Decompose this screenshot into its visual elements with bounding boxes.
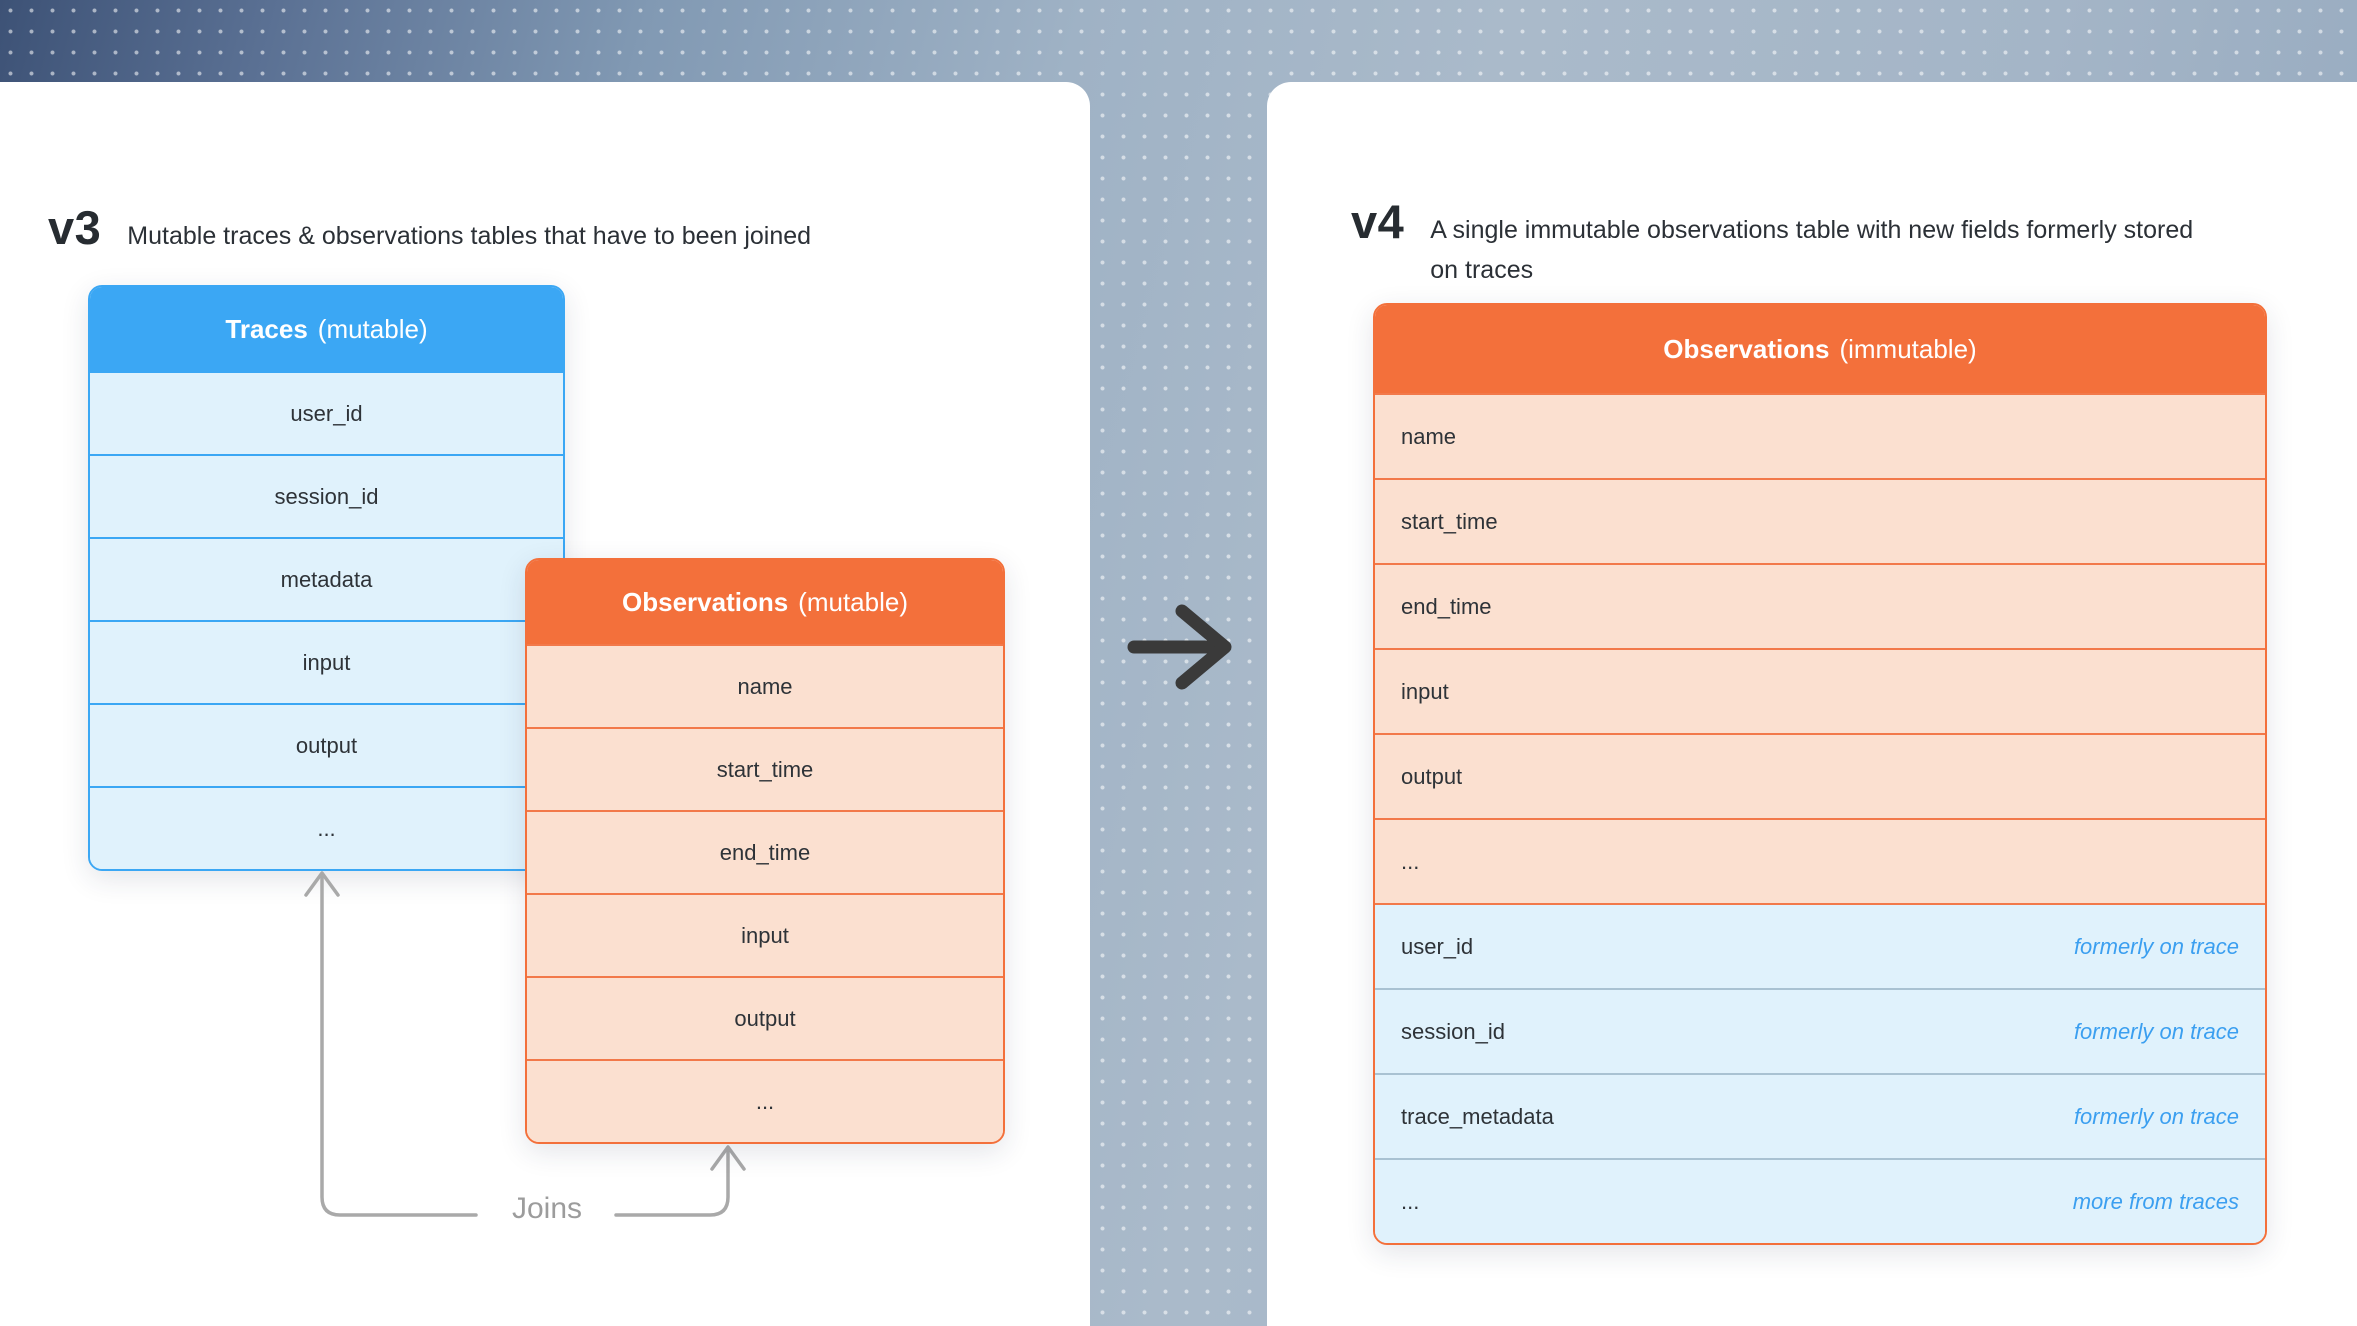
v3-subtitle: Mutable traces & observations tables that have to been joined	[127, 222, 812, 250]
obs-immutable-row-trace-metadata	[1375, 1073, 2265, 1158]
obs-immutable-row-input: input	[1375, 648, 2265, 733]
obs-immutable-row-user-id	[1375, 903, 2265, 988]
obs-mutable-row-ellipsis: ...	[527, 1059, 1003, 1142]
obs-immutable-row-ellipsis: ...	[1375, 818, 2265, 903]
traces-row-session-id: session_id	[90, 454, 563, 537]
v3-title-row	[48, 200, 811, 256]
row-note: more from traces	[2072, 1188, 2239, 1214]
observations-immutable-header	[1375, 305, 2265, 393]
v4-title-row	[1351, 194, 2220, 290]
traces-table-title: Traces	[225, 313, 308, 344]
observations-mutable-header	[527, 560, 1003, 644]
observations-immutable-title-suffix: (immutable)	[1839, 333, 1977, 364]
obs-immutable-row-session-id	[1375, 988, 2265, 1073]
obs-immutable-row-end-time: end_time	[1375, 563, 2265, 648]
traces-row-user-id: user_id	[90, 371, 563, 454]
v4-subtitle: A single immutable observations table with new fields formerly stored on traces	[1430, 216, 2194, 284]
obs-immutable-row-output: output	[1375, 733, 2265, 818]
row-note: formerly on trace	[2073, 933, 2239, 959]
observations-immutable-table	[1373, 303, 2267, 1245]
row-label: ...	[1401, 1188, 1420, 1214]
obs-immutable-row-more-ellipsis	[1375, 1158, 2265, 1243]
v3-version-label: v3	[48, 201, 102, 254]
obs-immutable-row-name: name	[1375, 393, 2265, 478]
traces-row-input: input	[90, 620, 563, 703]
obs-mutable-row-output: output	[527, 976, 1003, 1059]
observations-mutable-table	[525, 558, 1005, 1144]
arrow-right-icon	[1127, 603, 1237, 691]
obs-mutable-row-end-time: end_time	[527, 810, 1003, 893]
obs-immutable-row-start-time: start_time	[1375, 478, 2265, 563]
traces-table-title-suffix: (mutable)	[317, 313, 428, 344]
row-label: session_id	[1401, 1018, 1505, 1044]
obs-mutable-row-input: input	[527, 893, 1003, 976]
joins-label: Joins	[511, 1192, 583, 1225]
observations-immutable-title: Observations	[1663, 333, 1830, 364]
traces-table-header	[90, 287, 563, 371]
traces-row-metadata: metadata	[90, 537, 563, 620]
traces-row-ellipsis: ...	[90, 786, 563, 869]
row-label: user_id	[1401, 933, 1474, 959]
observations-mutable-title: Observations	[622, 586, 789, 617]
row-note: formerly on trace	[2073, 1103, 2239, 1129]
traces-table	[88, 285, 565, 871]
v3-panel	[0, 82, 1090, 1326]
v4-version-label: v4	[1351, 195, 1405, 248]
obs-mutable-row-name: name	[527, 644, 1003, 727]
traces-row-output: output	[90, 703, 563, 786]
obs-mutable-row-start-time: start_time	[527, 727, 1003, 810]
row-note: formerly on trace	[2073, 1018, 2239, 1044]
row-label: trace_metadata	[1401, 1103, 1554, 1129]
v4-panel	[1267, 82, 2357, 1326]
observations-mutable-title-suffix: (mutable)	[798, 586, 908, 617]
